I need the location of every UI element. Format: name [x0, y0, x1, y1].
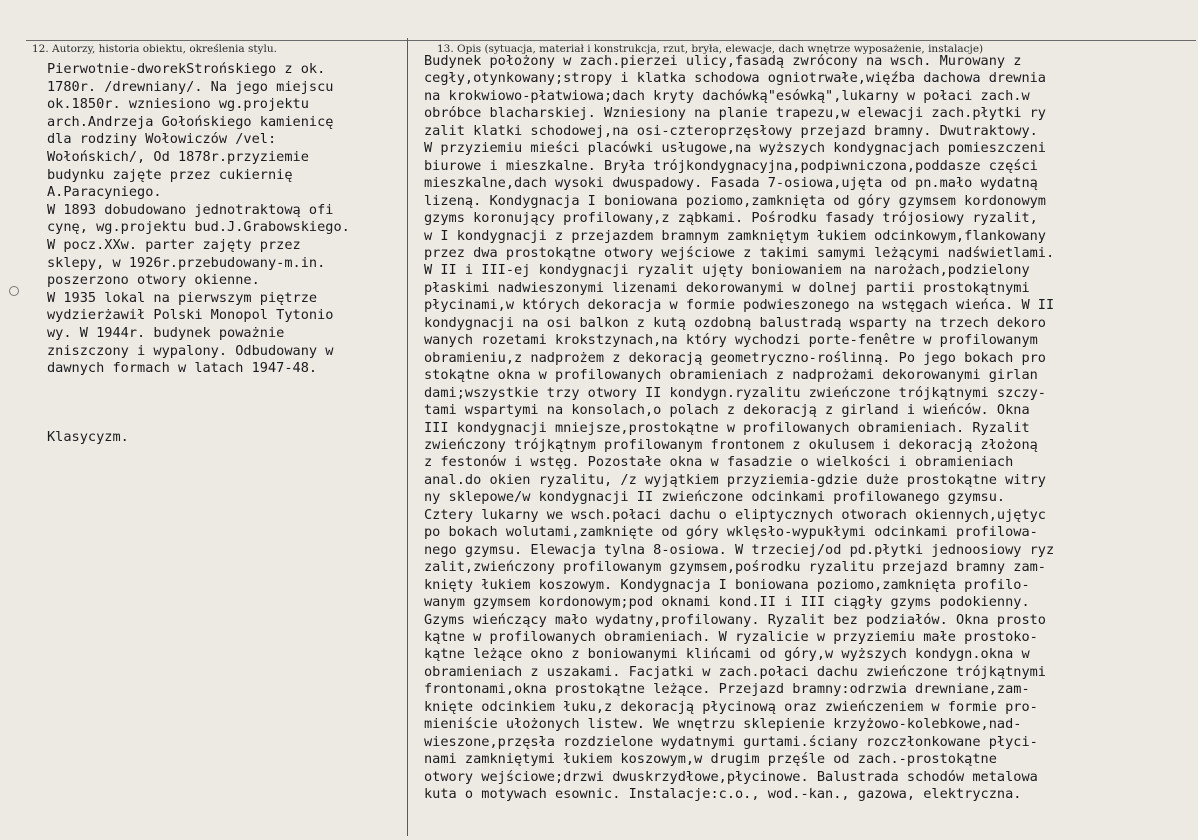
description-line: obramieniach z uszakami. Facjatki w zach.połaci dachu zwieńczone trójkątnymi: [424, 663, 1046, 680]
history-line: wy. W 1944r. budynek poważnie: [47, 324, 285, 341]
history-line: W 1893 dobudowano jednotraktową ofi: [47, 201, 334, 218]
history-line: cynę, wg.projektu bud.J.Grabowskiego.: [47, 219, 350, 236]
description-line: kątne w profilowanych obramieniach. W ryzalicie w przyziemiu małe prostoko-: [424, 628, 1038, 645]
description-line: kondygnacji na osi balkon z kutą ozdobną balustradą wsparty na trzech dekoro: [424, 314, 1046, 331]
history-line: A.Paracyniego.: [47, 184, 162, 201]
description-line: knięty łukiem koszowym. Kondygnacja I boniowana poziomo,zamknięta profilo-: [424, 576, 1030, 593]
description-line: płaskimi nadwieszonymi lizenami dekorowanymi w dolnej partii prostokątnymi: [424, 279, 1030, 296]
history-line: budynku zajęte przez cukiernię: [47, 166, 293, 183]
history-line: W 1935 lokal na pierwszym piętrze: [47, 289, 326, 306]
description-line: zalit,zwieńczony profilowanym gzymsem,pośrodku ryzalitu przejazd bramny zam-: [424, 559, 1046, 576]
description-line: nego gzymsu. Elewacja tylna 8-osiowa. W trzeciej/od pd.płytki jednoosiowy ryz: [424, 541, 1055, 558]
description-line: tami wspartymi na konsolach,o polach z dekoracją z girland i wieńców. Okna: [424, 402, 1030, 419]
description-line: Cztery lukarny we wsch.połaci dachu o eliptycznych otworach okiennych,ujętyc: [424, 506, 1046, 523]
description-line: lizeną. Kondygnacja I boniowana poziomo,zamknięta od góry gzymsem kordonowym: [424, 192, 1046, 209]
description-text: [424, 53, 1054, 803]
description-line: biurowe i mieszkalne. Bryła trójkondygnacyjna,podpiwniczona,poddasze części: [424, 157, 1038, 174]
history-line: dawnych formach w latach 1947-48.: [47, 360, 318, 377]
description-line: zwieńczony trójkątnym profilowanym frontonem z okulusem i dekoracją złożoną: [424, 436, 1038, 453]
description-line: W przyziemiu mieści placówki usługowe,na wyższych kondygnacjach pomieszczeni: [424, 140, 1046, 157]
description-line: zalit klatki schodowej,na osi-czteroprzęsłowy przejazd bramny. Dwutraktowy.: [424, 122, 1038, 139]
history-line: wydzierżawił Polski Monopol Tytonio: [47, 307, 334, 324]
description-line: w I kondygnacji z przejazdem bramnym zamkniętym łukiem odcinkowym,flankowany: [424, 227, 1046, 244]
style-classification: Klasycyzm.: [47, 429, 129, 445]
history-line: ok.1850r. wzniesiono wg.projektu: [47, 96, 309, 113]
history-text: [47, 61, 350, 378]
description-line: na krokwiowo-płatwiowa;dach kryty dachówką"esówką",lukarny w połaci zach.w: [424, 87, 1030, 104]
description-line: gzyms koronujący profilowany,z ząbkami. Pośrodku fasady trójosiowy ryzalit,: [424, 210, 1038, 227]
history-line: W pocz.XXw. parter zajęty przez: [47, 236, 301, 253]
description-line: W II i III-ej kondygnacji ryzalit ujęty boniowaniem na narożach,podzielony: [424, 262, 1030, 279]
description-line: mieszkalne,dach wysoki dwuspadowy. Fasada 7-osiowa,ujęta od pn.mało wydatną: [424, 175, 1038, 192]
description-line: obróbce blacharskiej. Wzniesiony na planie trapezu,w elewacji zach.płytki ry: [424, 105, 1046, 122]
description-line: wanym gzymsem kordonowym;pod oknami kond.II i III ciągły gzyms podokienny.: [424, 594, 1030, 611]
description-line: kątne leżące okno z boniowanymi klińcami od góry,w wyższych kondygn.okna w: [424, 646, 1030, 663]
description-line: kuta o motywach esownic. Instalacje:c.o., wod.-kan., gazowa, elektryczna.: [424, 786, 1022, 803]
description-line: Budynek położony w zach.pierzei ulicy,fasadą zwrócony na wsch. Murowany z: [424, 53, 1022, 69]
description-line: przez dwa prostokątne otwory wejściowe z takimi samymi leżącymi nadświetlami.: [424, 244, 1055, 261]
description-line: wieszone,przęsła rozdzielone wydatnymi gurtami.ściany rozczłonkowane płyci-: [424, 733, 1038, 750]
description-line: Gzyms wieńczący mało wydatny,profilowany. Ryzalit bez podziałów. Okna prosto: [424, 611, 1046, 628]
description-line: płycinami,w których dekoracja w formie podwieszonego na wstęgach wieńca. W II: [424, 297, 1055, 314]
description-line: III kondygnacji mniejsze,prostokątne w profilowanych obramieniach. Ryzalit: [424, 419, 1030, 436]
history-line: arch.Andrzeja Gołońskiego kamienicę: [47, 113, 334, 130]
history-line: sklepy, w 1926r.przebudowany-m.in.: [47, 254, 326, 271]
description-line: po bokach wolutami,zamknięte od góry wklęsło-wypukłymi odcinkami profilowa-: [424, 524, 1038, 541]
description-line: stokątne okna w profilowanych obramieniach z nadprożami dekorowanymi girlan: [424, 367, 1038, 384]
description-section-header: 13. Opis (sytuacja, materiał i konstrukcja, rzut, bryła, elewacje, dach wnętrze wyposażenie, instalacje): [437, 43, 984, 55]
description-line: frontonami,okna prostokątne leżące. Przejazd bramny:odrzwia drewniane,zam-: [424, 681, 1030, 698]
column-divider: [407, 38, 408, 836]
history-line: Pierwotnie-dworekStrońskiego z ok.: [47, 61, 326, 77]
history-line: poszerzono otwory okienne.: [47, 272, 260, 289]
description-line: z festonów i wstęg. Pozostałe okna w fasadzie o wielkości i obramieniach: [424, 454, 1014, 471]
history-line: zniszczony i wypalony. Odbudowany w: [47, 342, 334, 359]
description-line: cegły,otynkowany;stropy i klatka schodowa ogniotrwałe,więźba dachowa drewnia: [424, 70, 1046, 87]
header-rule: [26, 40, 1196, 41]
description-line: mieniście ułożonych listew. We wnętrzu sklepienie krzyżowo-kolebkowe,nad-: [424, 716, 1022, 733]
description-line: knięte odcinkiem łuku,z dekoracją płycinową oraz zwieńczeniem w formie pro-: [424, 698, 1038, 715]
description-line: anal.do okien ryzalitu, /z wyjątkiem przyziemia-gdzie duże prostokątne witry: [424, 471, 1046, 488]
description-line: nami zamkniętymi łukiem koszowym,w drugim przęśle od zach.-prostokątne: [424, 751, 1006, 768]
description-line: ny sklepowe/w kondygnacji II zwieńczone odcinkami profilowanego gzymsu.: [424, 489, 1006, 506]
history-line: Wołońskich/, Od 1878r.przyziemie: [47, 148, 309, 165]
history-line: 1780r. /drewniany/. Na jego miejscu: [47, 78, 334, 95]
description-line: otwory wejściowe;drzwi dwuskrzydłowe,płycinowe. Balustrada schodów metalowa: [424, 768, 1038, 785]
description-line: dami;wszystkie trzy otwory II kondygn.ryzalitu zwieńczone trójkątnymi szczy-: [424, 384, 1046, 401]
history-line: dla rodziny Wołowiczów /vel:: [47, 131, 277, 148]
punch-hole-mark: [9, 286, 19, 296]
description-line: wanych rozetami krokstzynach,na który wychodzi porte-fenêtre w profilowanym: [424, 332, 1038, 349]
description-line: obramieniu,z nadprożem z dekoracją geometryczno-roślinną. Po jego bokach pro: [424, 349, 1046, 366]
history-section-header: 12. Autorzy, historia obiektu, określenia stylu.: [32, 43, 277, 55]
